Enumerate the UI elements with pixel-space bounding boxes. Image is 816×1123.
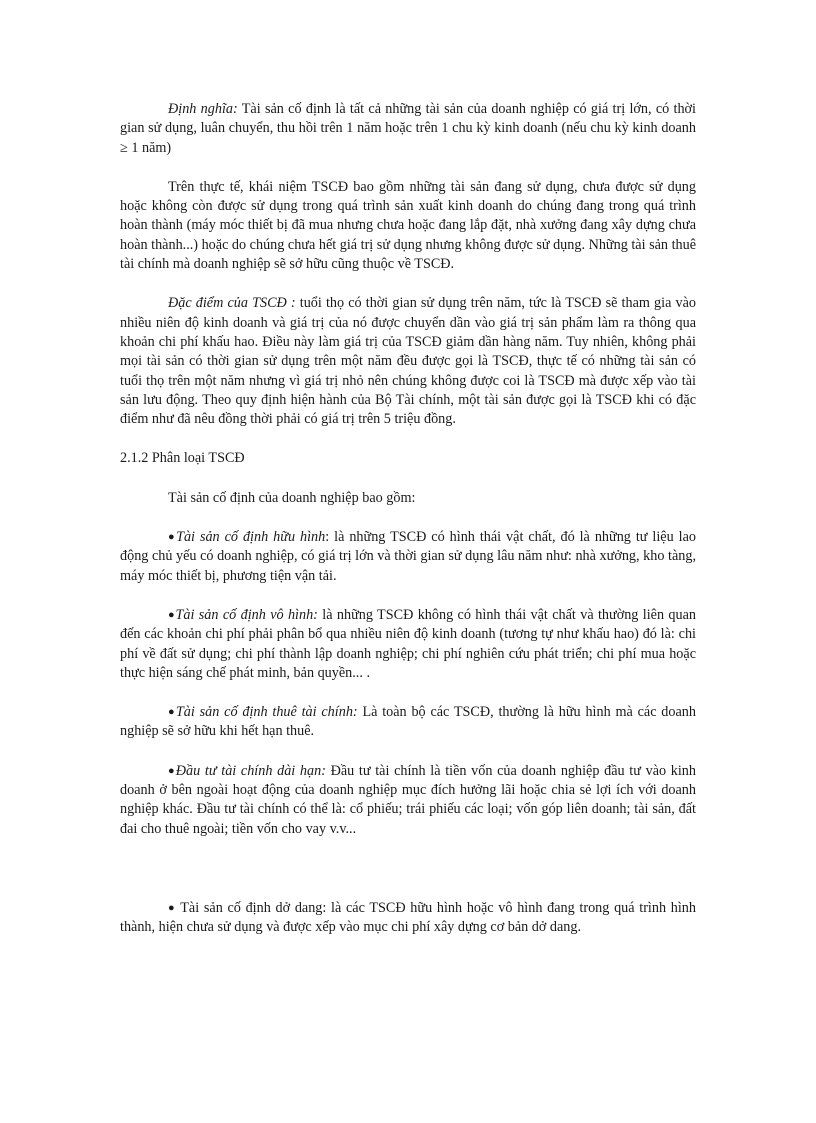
intro-paragraph: Tài sản cố định của doanh nghiệp bao gồm:: [168, 489, 416, 506]
spacer: [120, 508, 696, 528]
bullet-term: Tài sản cố định thuê tài chính:: [175, 704, 358, 721]
spacer: [120, 429, 696, 449]
bullet-text: Là toàn bộ các TSCĐ, thường là hữu hình mà các doanh nghiệp sẽ sở hữu khi hết hạn thuê.: [120, 704, 696, 740]
bullet-tangible: [120, 528, 696, 586]
bullet-long-term-investment: [120, 762, 696, 839]
bullet-icon: ●: [168, 901, 176, 914]
scope-paragraph: Trên thực tế, khái niệm TSCĐ bao gồm những tài sản đang sử dụng, chưa được sử dụng hoặc không còn được sử dụng trong quá trình sản xuất kinh doanh do chúng đang trong quá trình hoàn thành (máy móc thiết bị đã mua nhưng chưa hoặc đang lắp đặt, nhà xưởng đang xây dựng chưa hoàn thành...) hoặc do chúng chưa hết giá trị sử dụng nhưng không được sử dụng. Những tài sản thuê tài chính mà doanh nghiệp sẽ sở hữu cũng thuộc về TSCĐ.: [120, 178, 696, 273]
bullet-icon: ●: [168, 608, 176, 621]
spacer: [120, 158, 696, 178]
spacer: [120, 839, 696, 879]
bullet-intangible: [120, 606, 696, 683]
spacer: [120, 879, 696, 899]
bullet-finance-lease: [120, 703, 696, 742]
bullet-icon: ●: [168, 531, 177, 544]
bullet-text: Đầu tư tài chính là tiền vốn của doanh nghiệp đầu tư vào kinh doanh ở bên ngoài hoạt động của doanh nghiệp mục đích hưởng lãi hoặc chia sẻ lợi ích với doanh nghiệp khác. Đầu tư tài chính có thể là: cổ phiếu; trái phiếu các loại; vốn góp liên doanh; tài sản, đất đai cho thuê ngoài; tiền vốn cho vay v.v...: [120, 762, 696, 837]
bullet-term: Đầu tư tài chính dài hạn:: [175, 762, 326, 779]
spacer: [120, 742, 696, 762]
bullet-icon: ●: [168, 764, 176, 777]
bullet-text: : là những TSCĐ có hình thái vật chất, đó là những tư liệu lao động chủ yếu có doanh nghiệp, có giá trị lớn và thời gian sử dụng lâu năm như: nhà xưởng, kho tàng, máy móc thiết bị, phương tiện vận tải.: [120, 529, 696, 584]
bullet-construction-in-progress: [120, 899, 696, 938]
spacer: [120, 274, 696, 294]
bullet-text: Tài sản cố định dở dang: là các TSCĐ hữu hình hoặc vô hình đang trong quá trình hình thành, hiện chưa sử dụng và được xếp vào mục chi phí xây dựng cơ bản dở dang.: [120, 899, 696, 936]
definition-term: Định nghĩa:: [168, 101, 238, 117]
spacer: [120, 469, 696, 489]
characteristics-paragraph: [120, 294, 696, 429]
spacer: [120, 683, 696, 703]
characteristics-term: Đặc điểm của TSCĐ :: [168, 295, 296, 312]
bullet-term: Tài sản cố định hữu hình: [176, 529, 326, 546]
bullet-icon: ●: [168, 706, 176, 719]
bullet-text: là những TSCĐ không có hình thái vật chất và thường liên quan đến các khoản chi phí phải phân bổ qua nhiều niên độ kinh doanh (tương tự như khấu hao) đó là: chi phí về đất sử dụng; chi phí thành lập doanh nghiệp; chi phí nghiên cứu phát triển; chi phí mua hoặc thực hiện sáng chế phát minh, bản quyền... .: [120, 606, 696, 681]
definition-text: Tài sản cố định là tất cả những tài sản của doanh nghiệp có giá trị lớn, có thời gian sử dụng, luân chuyển, thu hồi trên 1 năm hoặc trên 1 chu kỳ kinh doanh (nếu chu kỳ kinh doanh ≥ 1 năm): [120, 101, 696, 156]
bullet-term: Tài sản cố định vô hình:: [175, 606, 318, 623]
definition-paragraph: [120, 100, 696, 158]
characteristics-text: tuổi thọ có thời gian sử dụng trên năm, tức là TSCĐ sẽ tham gia vào nhiều niên độ kinh doanh và giá trị của nó được chuyển dần vào giá trị sản phẩm làm ra thông qua khoản chi phí khấu hao. Điều này làm giá trị của TSCĐ giảm dần hàng năm. Tuy nhiên, không phải mọi tài sản có thời gian sử dụng trên một năm đều được gọi là TSCĐ, thực tế có những tài sản có tuổi thọ trên một năm nhưng vì giá trị nhỏ nên chúng không được coi là TSCĐ mà được xếp vào tài sản lưu động. Theo quy định hiện hành của Bộ Tài chính, một tài sản được gọi là TSCĐ khi có đặc điểm như đã nêu đồng thời phải có giá trị trên 5 triệu đồng.: [120, 295, 696, 428]
spacer: [120, 586, 696, 606]
section-heading: 2.1.2 Phân loại TSCĐ: [120, 450, 245, 467]
document-body: [120, 100, 696, 938]
